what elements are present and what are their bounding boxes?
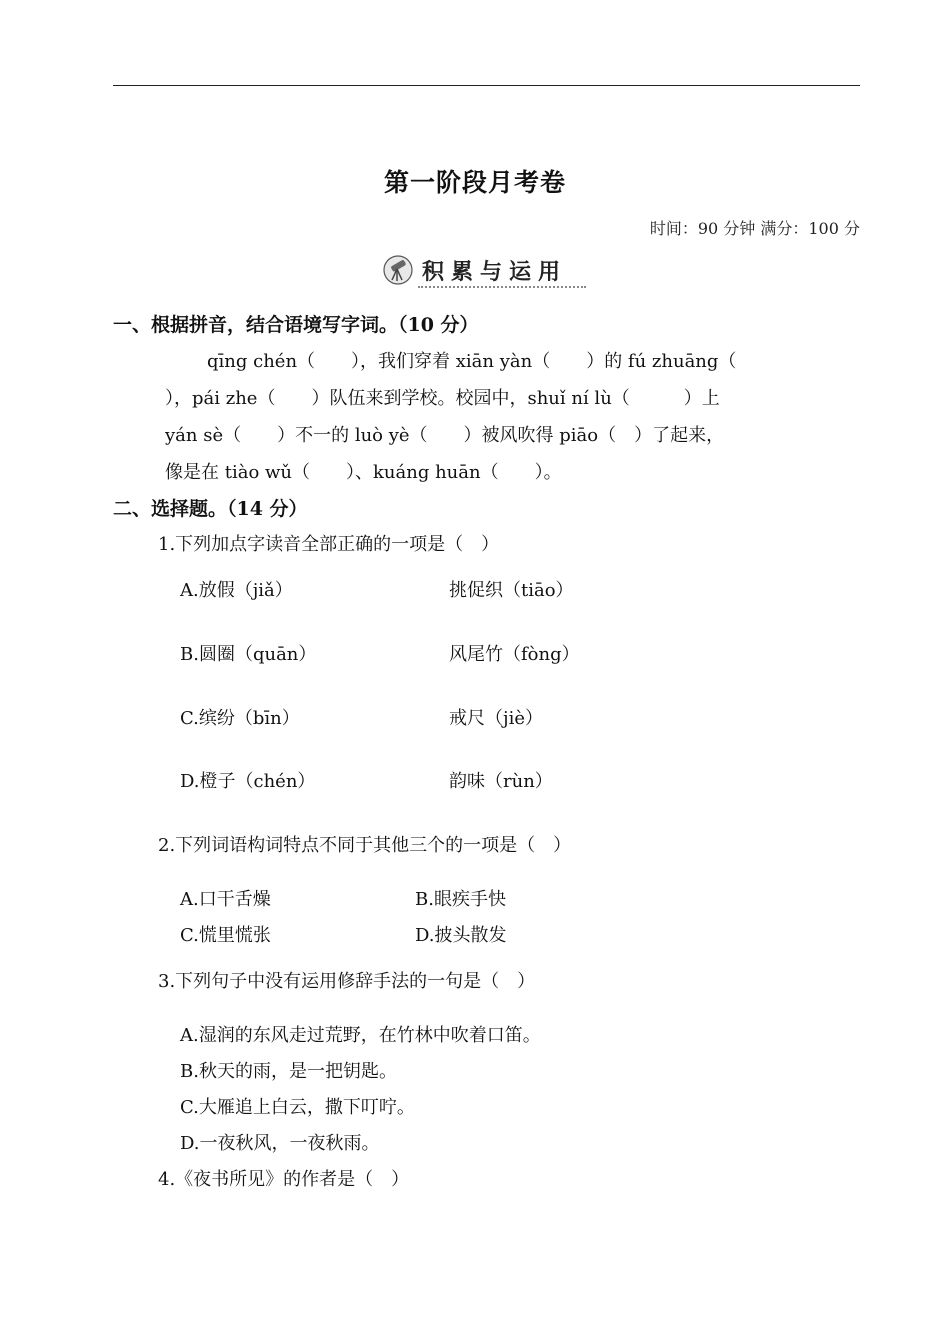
header-rule [113, 85, 860, 86]
q1-option-a-left: A.放假（jiǎ） [180, 580, 293, 601]
banner-label: 积累与运用 [422, 259, 568, 285]
q3-option-c: C.大雁追上白云，撒下叮咛。 [180, 1097, 415, 1118]
section1-heading: 一、根据拼音，结合语境写字词。（10 分） [113, 314, 479, 336]
q2-option-d: D.披头散发 [415, 925, 507, 946]
q3-option-b: B.秋天的雨，是一把钥匙。 [180, 1061, 397, 1082]
q1-stem: 1.下列加点字读音全部正确的一项是（ ） [158, 534, 500, 555]
q1-option-c-left: C.缤纷（bīn） [180, 708, 300, 729]
section1-line-1: qīng chén（ ），我们穿着 xiān yàn（ ）的 fú zhuāng（ [207, 351, 737, 372]
section1-line-2: ），pái zhe（ ）队伍来到学校。校园中，shuǐ ní lù（ ）上 [165, 388, 720, 409]
q1-option-a-right: 挑促织（tiāo） [449, 580, 574, 601]
q3-option-a: A.湿润的东风走过荒野，在竹林中吹着口笛。 [180, 1025, 541, 1046]
q2-stem: 2.下列词语构词特点不同于其他三个的一项是（ ） [158, 835, 572, 856]
q3-stem: 3.下列句子中没有运用修辞手法的一句是（ ） [158, 971, 536, 992]
q3-option-d: D.一夜秋风，一夜秋雨。 [180, 1133, 380, 1154]
telescope-icon [382, 254, 414, 286]
banner-underline [418, 286, 586, 288]
q1-option-c-right: 戒尺（jiè） [449, 708, 543, 729]
q2-option-b: B.眼疾手快 [415, 889, 506, 910]
exam-meta: 时间：90 分钟 满分：100 分 [649, 219, 860, 238]
section1-line-4: 像是在 tiào wǔ（ ）、kuáng huān（ ）。 [165, 462, 562, 483]
q2-option-a: A.口干舌燥 [180, 889, 271, 910]
q2-option-c: C.慌里慌张 [180, 925, 271, 946]
q1-option-d-left: D.橙子（chén） [180, 771, 316, 792]
q1-option-d-right: 韵味（rùn） [449, 771, 553, 792]
q1-option-b-left: B.圆圈（quān） [180, 644, 317, 665]
section-banner [378, 252, 588, 290]
section1-line-3: yán sè（ ）不一的 luò yè（ ）被风吹得 piāo（ ）了起来， [165, 425, 725, 446]
section2-heading: 二、选择题。（14 分） [113, 498, 308, 520]
q4-stem: 4.《夜书所见》的作者是（ ） [158, 1169, 410, 1190]
page-title: 第一阶段月考卷 [383, 168, 566, 197]
q1-option-b-right: 风尾竹（fòng） [449, 644, 580, 665]
